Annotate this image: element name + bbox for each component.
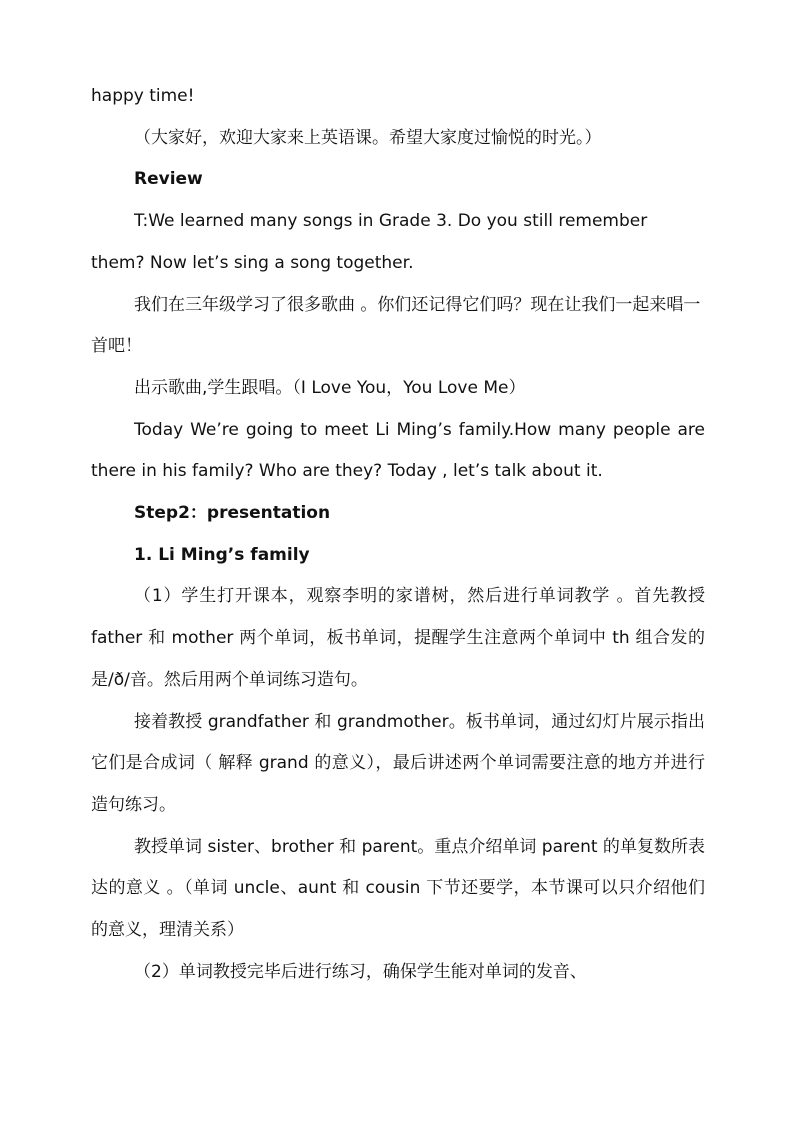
paragraph-review-chinese: 我们在三年级学习了很多歌曲 。你们还记得它们吗？现在让我们一起来唱一首吧！ — [91, 294, 701, 357]
paragraph-greeting-translation: （大家好，欢迎大家来上英语课。希望大家度过愉悦的时光。） — [134, 127, 602, 148]
paragraph-vocab-siblings: 教授单词 sister、brother 和 parent。重点介绍单词 parent 的单复数所表达的意义 。（单词 uncle、aunt 和 cousin 下节还要学，本节课可以只介绍他们的意义，理清关系） — [91, 836, 705, 941]
document-body — [91, 76, 705, 993]
paragraph-review-english: T:We learned many songs in Grade 3. Do you still remember them? Now let’s sing a song together. — [91, 211, 648, 273]
subheading-li-ming-family: 1. Li Ming’s family — [134, 544, 310, 565]
paragraph-vocab-father-mother: （1）学生打开课本，观察李明的家谱树，然后进行单词教学 。首先教授 father 和 mother 两个单词，板书单词，提醒学生注意两个单词中 th 组合发的是/ð/音。然后用两个单词练习造句。 — [91, 586, 705, 690]
paragraph-practice: （2）单词教授完毕后进行练习，确保学生能对单词的发音、 — [134, 961, 587, 982]
paragraph-greeting-end: happy time! — [91, 86, 195, 106]
paragraph-song: 出示歌曲,学生跟唱。（I Love You，You Love Me） — [134, 377, 526, 398]
section-heading-review: Review — [134, 169, 203, 190]
paragraph-vocab-grandparents: 接着教授 grandfather 和 grandmother。板书单词，通过幻灯片展示指出它们是合成词（ 解释 grand 的意义），最后讲述两个单词需要注意的地方并进行造句练习。 — [91, 711, 705, 815]
paragraph-intro-family: Today We’re going to meet Li Ming’s family.How many people are there in his family? Who are they? Today , let’s talk about it. — [91, 419, 705, 482]
section-heading-step2: Step2：presentation — [134, 503, 331, 524]
